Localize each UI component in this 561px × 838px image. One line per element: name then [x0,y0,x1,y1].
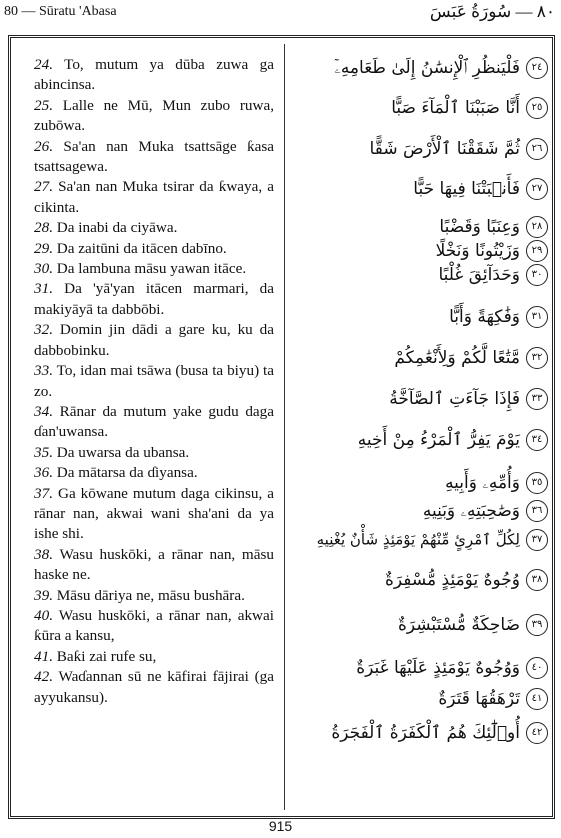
verse-40: 40. Wasu huskōki, a rānar nan, akwai ƙūra a kansu, [34,606,274,645]
verse-26: 26. Sa'an nan Muka tsattsāge ƙasa tsattsagewa. [34,137,274,176]
column-divider [284,44,285,810]
arabic-verse-35: ٣٥وَأُمِّهِۦ وَأَبِيهِ [445,472,548,494]
arabic-verse-27: ٢٧فَأَنۢبَتْنَا فِيهَا حَبًّا [413,178,548,200]
arabic-verse-39: ٣٩ضَاحِكَةٌ مُّسْتَبْشِرَةٌ [398,614,548,636]
arabic-verse-42: ٤٢أُو۟لَٰٓئِكَ هُمُ ٱلْكَفَرَةُ ٱلْفَجَرَةُ [331,722,548,744]
verse-number-marker: ٢٨ [526,216,548,238]
verse-number-marker: ٣٠ [526,264,548,286]
verse-number-marker: ٣٧ [526,529,548,551]
arabic-verse-29: ٢٩وَزَيْتُونًا وَنَخْلًا [436,240,548,262]
verse-29: 29. Da zaitūni da itācen dabīno. [34,239,227,257]
verse-25: 25. Lalle ne Mū, Mun zubo ruwa, zubōwa. [34,96,274,135]
verse-36: 36. Da mātarsa da ɗiyansa. [34,464,198,482]
verse-number-marker: ٢٦ [526,138,548,160]
verse-number-marker: ٣٩ [526,614,548,636]
verse-37: 37. Ga kōwane mutum daga cikinsu, a rānar nan, akwai wani sha'ani da ya ishe shi. [34,484,274,543]
page-number: 915 [268,818,293,834]
verse-number-marker: ٢٩ [526,240,548,262]
arabic-verse-40: ٤٠وَوُجُوهٌ يَوْمَئِذٍ عَلَيْهَا غَبَرَةٌ [356,657,548,679]
verse-number-marker: ٢٤ [526,57,548,79]
verse-38: 38. Wasu huskōki, a rānar nan, māsu haske ne. [34,545,274,584]
verse-number-marker: ٢٥ [526,97,548,119]
running-title-arabic: ٨٠ — سُورَةُ عَبَسَ [429,2,555,21]
arabic-verse-33: ٣٣فَإِذَا جَآءَتِ ٱلصَّآخَّةُ [389,388,548,410]
arabic-verse-36: ٣٦وَصَٰحِبَتِهِۦ وَبَنِيهِ [423,500,548,522]
verse-number-marker: ٢٧ [526,178,548,200]
verse-33: 33. To, idan mai tsāwa (busa ta biyu) ta zo. [34,362,274,400]
arabic-verse-30: ٣٠وَحَدَآئِقَ غُلْبًا [438,264,548,286]
verse-number-marker: ٣٥ [526,472,548,494]
verse-number-marker: ٣٢ [526,347,548,369]
verse-number-marker: ٤٠ [526,657,548,679]
arabic-verse-31: ٣١وَفَٰكِهَةً وَأَبًّا [449,306,548,328]
verse-30: 30. Da lambuna māsu yawan itāce. [34,260,247,278]
arabic-verse-26: ٢٦ثُمَّ شَقَقْنَا ٱلْأَرْضَ شَقًّا [370,138,548,160]
verse-32: 32. Domin jin dādi a gare ku, ku da dabbobinku. [34,321,275,359]
arabic-verse-24: ٢٤فَلْيَنظُرِ ٱلْإِنسَٰنُ إِلَىٰ طَعَامِهِۦٓ [334,57,548,79]
arabic-verse-28: ٢٨وَعِنَبًا وَقَضْبًا [439,216,548,238]
verse-35: 35. Da uwarsa da ubansa. [34,443,190,461]
verse-39: 39. Māsu dāriya ne, māsu bushāra. [34,586,245,604]
verse-41: 41. Baƙi zai rufe su, [34,647,157,665]
arabic-verse-32: ٣٢مَّتَٰعًا لَّكُمْ وَلِأَنْعَٰمِكُمْ [394,347,548,369]
page-header [4,2,555,26]
translation-column [34,55,274,708]
verse-number-marker: ٤١ [526,688,548,710]
verse-27: 27. Sa'an nan Muka tsirar da ƙwaya, a cikinta. [34,178,275,216]
arabic-verse-41: ٤١تَرْهَقُهَا قَتَرَةٌ [438,688,548,710]
verse-number-marker: ٣٤ [526,429,548,451]
verse-31: 31. Da 'yā'yan itācen marmari, da makiyāyā ta dabbōbi. [34,280,275,318]
verse-24: 24. To, mutum ya dūba zuwa ga abincinsa. [34,56,274,94]
verse-number-marker: ٣٦ [526,500,548,522]
arabic-verse-25: ٢٥أَنَّا صَبَبْنَا ٱلْمَآءَ صَبًّا [391,97,548,119]
verse-34: 34. Rānar da mutum yake gudu daga ɗan'uwansa. [34,402,274,441]
verse-number-marker: ٣١ [526,306,548,328]
verse-number-marker: ٤٢ [526,722,548,744]
running-title-left: 80 — Sūratu 'Abasa [4,4,117,19]
verse-28: 28. Da inabi da ciyāwa. [34,219,178,237]
arabic-verse-37: ٣٧لِكُلِّ ٱمْرِئٍ مِّنْهُمْ يَوْمَئِذٍ شَأْنٌ يُغْنِيهِ [317,529,548,551]
arabic-verse-34: ٣٤يَوْمَ يَفِرُّ ٱلْمَرْءُ مِنْ أَخِيهِ [358,429,548,451]
arabic-verse-38: ٣٨وُجُوهٌ يَوْمَئِذٍ مُّسْفِرَةٌ [385,569,548,591]
verse-42: 42. Waɗannan sū ne kāfirai fājirai (ga ayyukansu). [34,668,274,706]
verse-number-marker: ٣٨ [526,569,548,591]
verse-number-marker: ٣٣ [526,388,548,410]
